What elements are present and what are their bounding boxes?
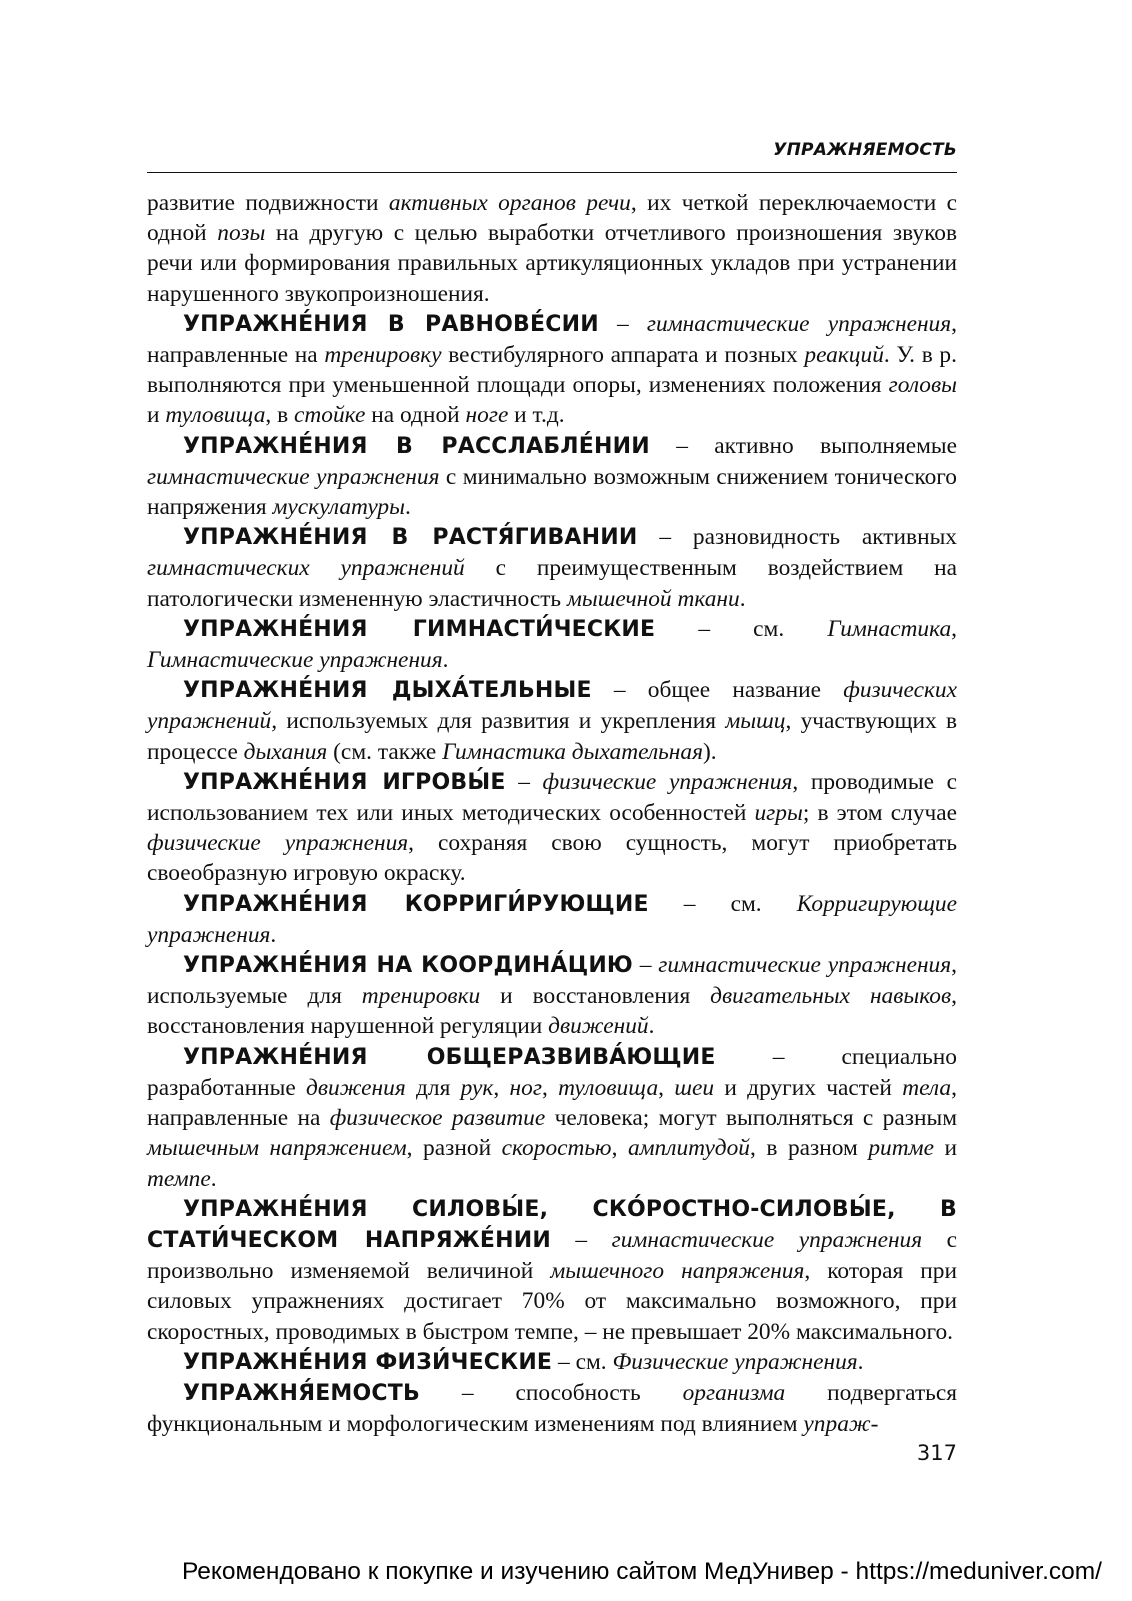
italic-reference: тренировку: [324, 342, 442, 369]
dictionary-entry: [147, 1347, 957, 1378]
italic-reference: мышечной ткани: [566, 585, 740, 612]
running-head: УПРАЖНЯЕМОСТЬ: [773, 140, 957, 160]
entry-term: УПРАЖНЕ́НИЯ ИГРОВЫ́Е: [183, 769, 506, 795]
italic-reference: тренировки: [361, 983, 481, 1010]
definition-text: .: [648, 1013, 655, 1040]
definition-text: .: [442, 647, 449, 674]
italic-reference: физических упражнений,: [147, 677, 957, 735]
definition-text: , в разном: [750, 1135, 869, 1162]
definition-text: развитие подвижности: [147, 190, 389, 216]
italic-reference: физическое развитие: [329, 1105, 546, 1132]
definition-text: (см. также: [327, 738, 443, 765]
italic-reference: организма: [682, 1379, 786, 1406]
definition-text: , в: [265, 402, 294, 429]
italic-reference: гимнастические упражнения: [658, 952, 952, 979]
dictionary-entry: [147, 1194, 957, 1347]
entry-term: УПРАЖНЕ́НИЯ В РАССЛАБЛЕ́НИИ: [183, 433, 650, 459]
italic-reference: движений: [548, 1013, 649, 1040]
italic-reference: гимнастические упражнения: [646, 310, 952, 337]
italic-reference: ноге: [465, 402, 509, 429]
italic-reference: дыхания: [243, 738, 328, 765]
definition-text: , участвующих в процессе: [147, 708, 957, 765]
definition-text: – общее название: [591, 677, 844, 704]
definition-text: и: [933, 1135, 957, 1162]
italic-reference: амплитудой: [627, 1135, 750, 1162]
entry-term: УПРАЖНЕ́НИЯ ДЫХА́ТЕЛЬНЫЕ: [183, 678, 592, 704]
definition-text: на одной: [365, 402, 466, 429]
definition-text: с преимущественным воздействием на патологически измененную эластичность: [147, 555, 958, 612]
italic-reference: Гимнастические упражнения: [147, 647, 443, 674]
dictionary-entry: [147, 431, 957, 523]
italic-reference: ног: [509, 1074, 542, 1101]
definition-text: – активно выполняемые: [649, 432, 957, 459]
footer-notice: Рекомендовано к покупке и изучению сайтом МедУнивер - https://meduniver.com/: [181, 1558, 1102, 1585]
entry-term: УПРАЖНЯ́ЕМОСТЬ: [183, 1380, 420, 1406]
dictionary-entry: [147, 1378, 957, 1439]
italic-reference: тела: [902, 1074, 952, 1101]
definition-text: – см.: [648, 890, 797, 917]
definition-text: человека; могут выполняться с разным: [545, 1105, 957, 1132]
definition-text: ).: [702, 738, 717, 765]
definition-text: , их четкой переключаемости с одной: [147, 190, 957, 247]
definition-text: и других частей: [714, 1074, 903, 1101]
definition-text: и восстановления: [480, 983, 711, 1010]
definition-text: , направленные на: [147, 1074, 957, 1132]
italic-reference: Физические упражнения: [612, 1348, 858, 1375]
definition-text: ,: [541, 1074, 559, 1101]
italic-reference: физические упражнения: [147, 830, 409, 857]
definition-text: .: [210, 1165, 217, 1192]
definition-text: , разной: [406, 1135, 502, 1162]
definition-text: .: [270, 921, 277, 948]
italic-reference: Гимнастика дыхательная: [442, 738, 703, 765]
italic-reference: мышц: [725, 708, 786, 735]
definition-text: – см.: [655, 615, 828, 642]
italic-reference: гимнастические упражнения: [147, 463, 440, 490]
italic-reference: ритме: [868, 1135, 934, 1162]
definition-text: ,: [611, 1135, 628, 1162]
definition-text: –: [632, 952, 659, 979]
definition-text: , используемые для: [147, 952, 957, 1010]
entry-term: УПРАЖНЕ́НИЯ В РАСТЯ́ГИВАНИИ: [183, 525, 638, 551]
italic-reference: мышечного напряжения: [550, 1258, 805, 1285]
dictionary-entry: [147, 889, 957, 950]
definition-text: , которая при силовых упражнениях достигает 70% от максимально возможного, при скоростных, проводимых в быстром темпе, – не превышает 20% максимального.: [147, 1258, 958, 1345]
definition-text: – специально разработанные: [147, 1043, 957, 1101]
italic-reference: активных органов речи: [388, 190, 631, 216]
italic-reference: движения: [306, 1074, 406, 1101]
definition-text: и: [147, 402, 166, 429]
dictionary-entry: [147, 309, 957, 431]
italic-reference: игры: [754, 800, 803, 827]
definition-text: , направленные на: [147, 310, 957, 369]
definition-text: .: [404, 494, 411, 521]
definition-text: вестибулярного аппарата и позных: [441, 342, 805, 369]
dictionary-entry: [147, 675, 957, 767]
italic-reference: темпе: [147, 1165, 211, 1192]
italic-reference: мускулатуры: [272, 494, 405, 521]
entry-term: УПРАЖНЕ́НИЯ ФИЗИ́ЧЕСКИЕ: [183, 1349, 553, 1375]
definition-text: –: [505, 768, 543, 795]
definition-text: используемых для развития и укрепления: [277, 708, 726, 735]
definition-text: –: [598, 310, 647, 337]
definition-text: ,: [951, 615, 957, 642]
italic-reference: реакций: [804, 342, 884, 369]
definition-text: , проводимые с использованием тех или иных методических особенностей: [147, 768, 957, 827]
italic-reference: гимнастических упражнений: [147, 555, 465, 582]
italic-reference: шеи: [674, 1074, 715, 1101]
definition-text: – разновидность активных: [637, 524, 958, 551]
italic-reference: туловища: [165, 402, 266, 429]
entry-term: УПРАЖНЕ́НИЯ ОБЩЕРАЗВИВА́ЮЩИЕ: [183, 1044, 716, 1070]
definition-text: .: [857, 1348, 864, 1375]
dictionary-entry: [147, 950, 957, 1042]
italic-reference: рук: [460, 1074, 494, 1101]
entry-term: УПРАЖНЕ́НИЯ В РАВНОВЕ́СИИ: [183, 311, 599, 337]
definition-text: и т.д.: [508, 402, 565, 429]
entry-continuation: [147, 188, 957, 309]
definition-text: для: [405, 1074, 461, 1101]
definition-text: – способность: [419, 1379, 683, 1406]
definition-text: –: [550, 1226, 612, 1253]
dictionary-entry: [147, 767, 957, 889]
dictionary-entry: [147, 522, 957, 614]
italic-reference: Гимнастика: [827, 615, 952, 642]
italic-reference: Корригирующие упражнения: [147, 890, 957, 948]
italic-reference: двигательных навыков: [710, 983, 952, 1010]
definition-text: с минимально возможным снижением тонического напряжения: [147, 463, 957, 521]
definition-text: ,: [658, 1074, 675, 1101]
definition-text: – см.: [552, 1348, 613, 1375]
definition-text: подвергаться функциональным и морфологическим изменениям под влиянием: [147, 1379, 957, 1438]
definition-text: , сохраняя свою сущность, могут приобретать своеобразную игровую окраску.: [147, 830, 957, 887]
dictionary-entry: [147, 1042, 957, 1194]
italic-reference: позы: [217, 220, 266, 247]
definition-text: , восстановления нарушенной регуляции: [147, 983, 958, 1040]
definition-text: .: [739, 585, 746, 612]
entry-term: УПРАЖНЕ́НИЯ ГИМНАСТИ́ЧЕСКИЕ: [183, 616, 656, 642]
definition-text: ; в этом случае: [802, 800, 957, 827]
entry-term: УПРАЖНЕ́НИЯ КОРРИГИ́РУЮЩИЕ: [183, 891, 649, 917]
definition-text: . У. в р. выполняются при уменьшенной площади опоры, изменениях положения: [147, 342, 957, 399]
dictionary-body: [147, 188, 957, 1439]
italic-reference: мышечным напряжением: [147, 1135, 407, 1162]
italic-reference: головы: [888, 372, 957, 399]
italic-reference: физические упражнения: [542, 768, 793, 795]
italic-reference: гимнастические упражнения: [611, 1226, 923, 1253]
definition-text: на другую с целью выработки отчетливого произношения звуков речи или формирования правильных артикуляционных укладов при устранении нарушенного звукопроизношения.: [147, 220, 957, 307]
entry-term: УПРАЖНЕ́НИЯ СИЛОВЫ́Е, СКО́РОСТНО-СИЛОВЫ́Е, В СТАТИ́ЧЕСКОМ НАПРЯЖЕ́НИИ: [147, 1196, 957, 1253]
italic-reference: упраж-: [803, 1411, 879, 1438]
page-number: 317: [916, 1441, 957, 1465]
header-rule: [147, 172, 957, 173]
definition-text: с произвольно изменяемой величиной: [147, 1226, 958, 1285]
definition-text: ,: [493, 1074, 510, 1101]
italic-reference: стойке: [294, 402, 366, 429]
entry-term: УПРАЖНЕ́НИЯ НА КООРДИНА́ЦИЮ: [183, 953, 633, 979]
italic-reference: туловища: [558, 1074, 659, 1101]
dictionary-entry: [147, 614, 957, 675]
italic-reference: скоростью: [501, 1135, 612, 1162]
